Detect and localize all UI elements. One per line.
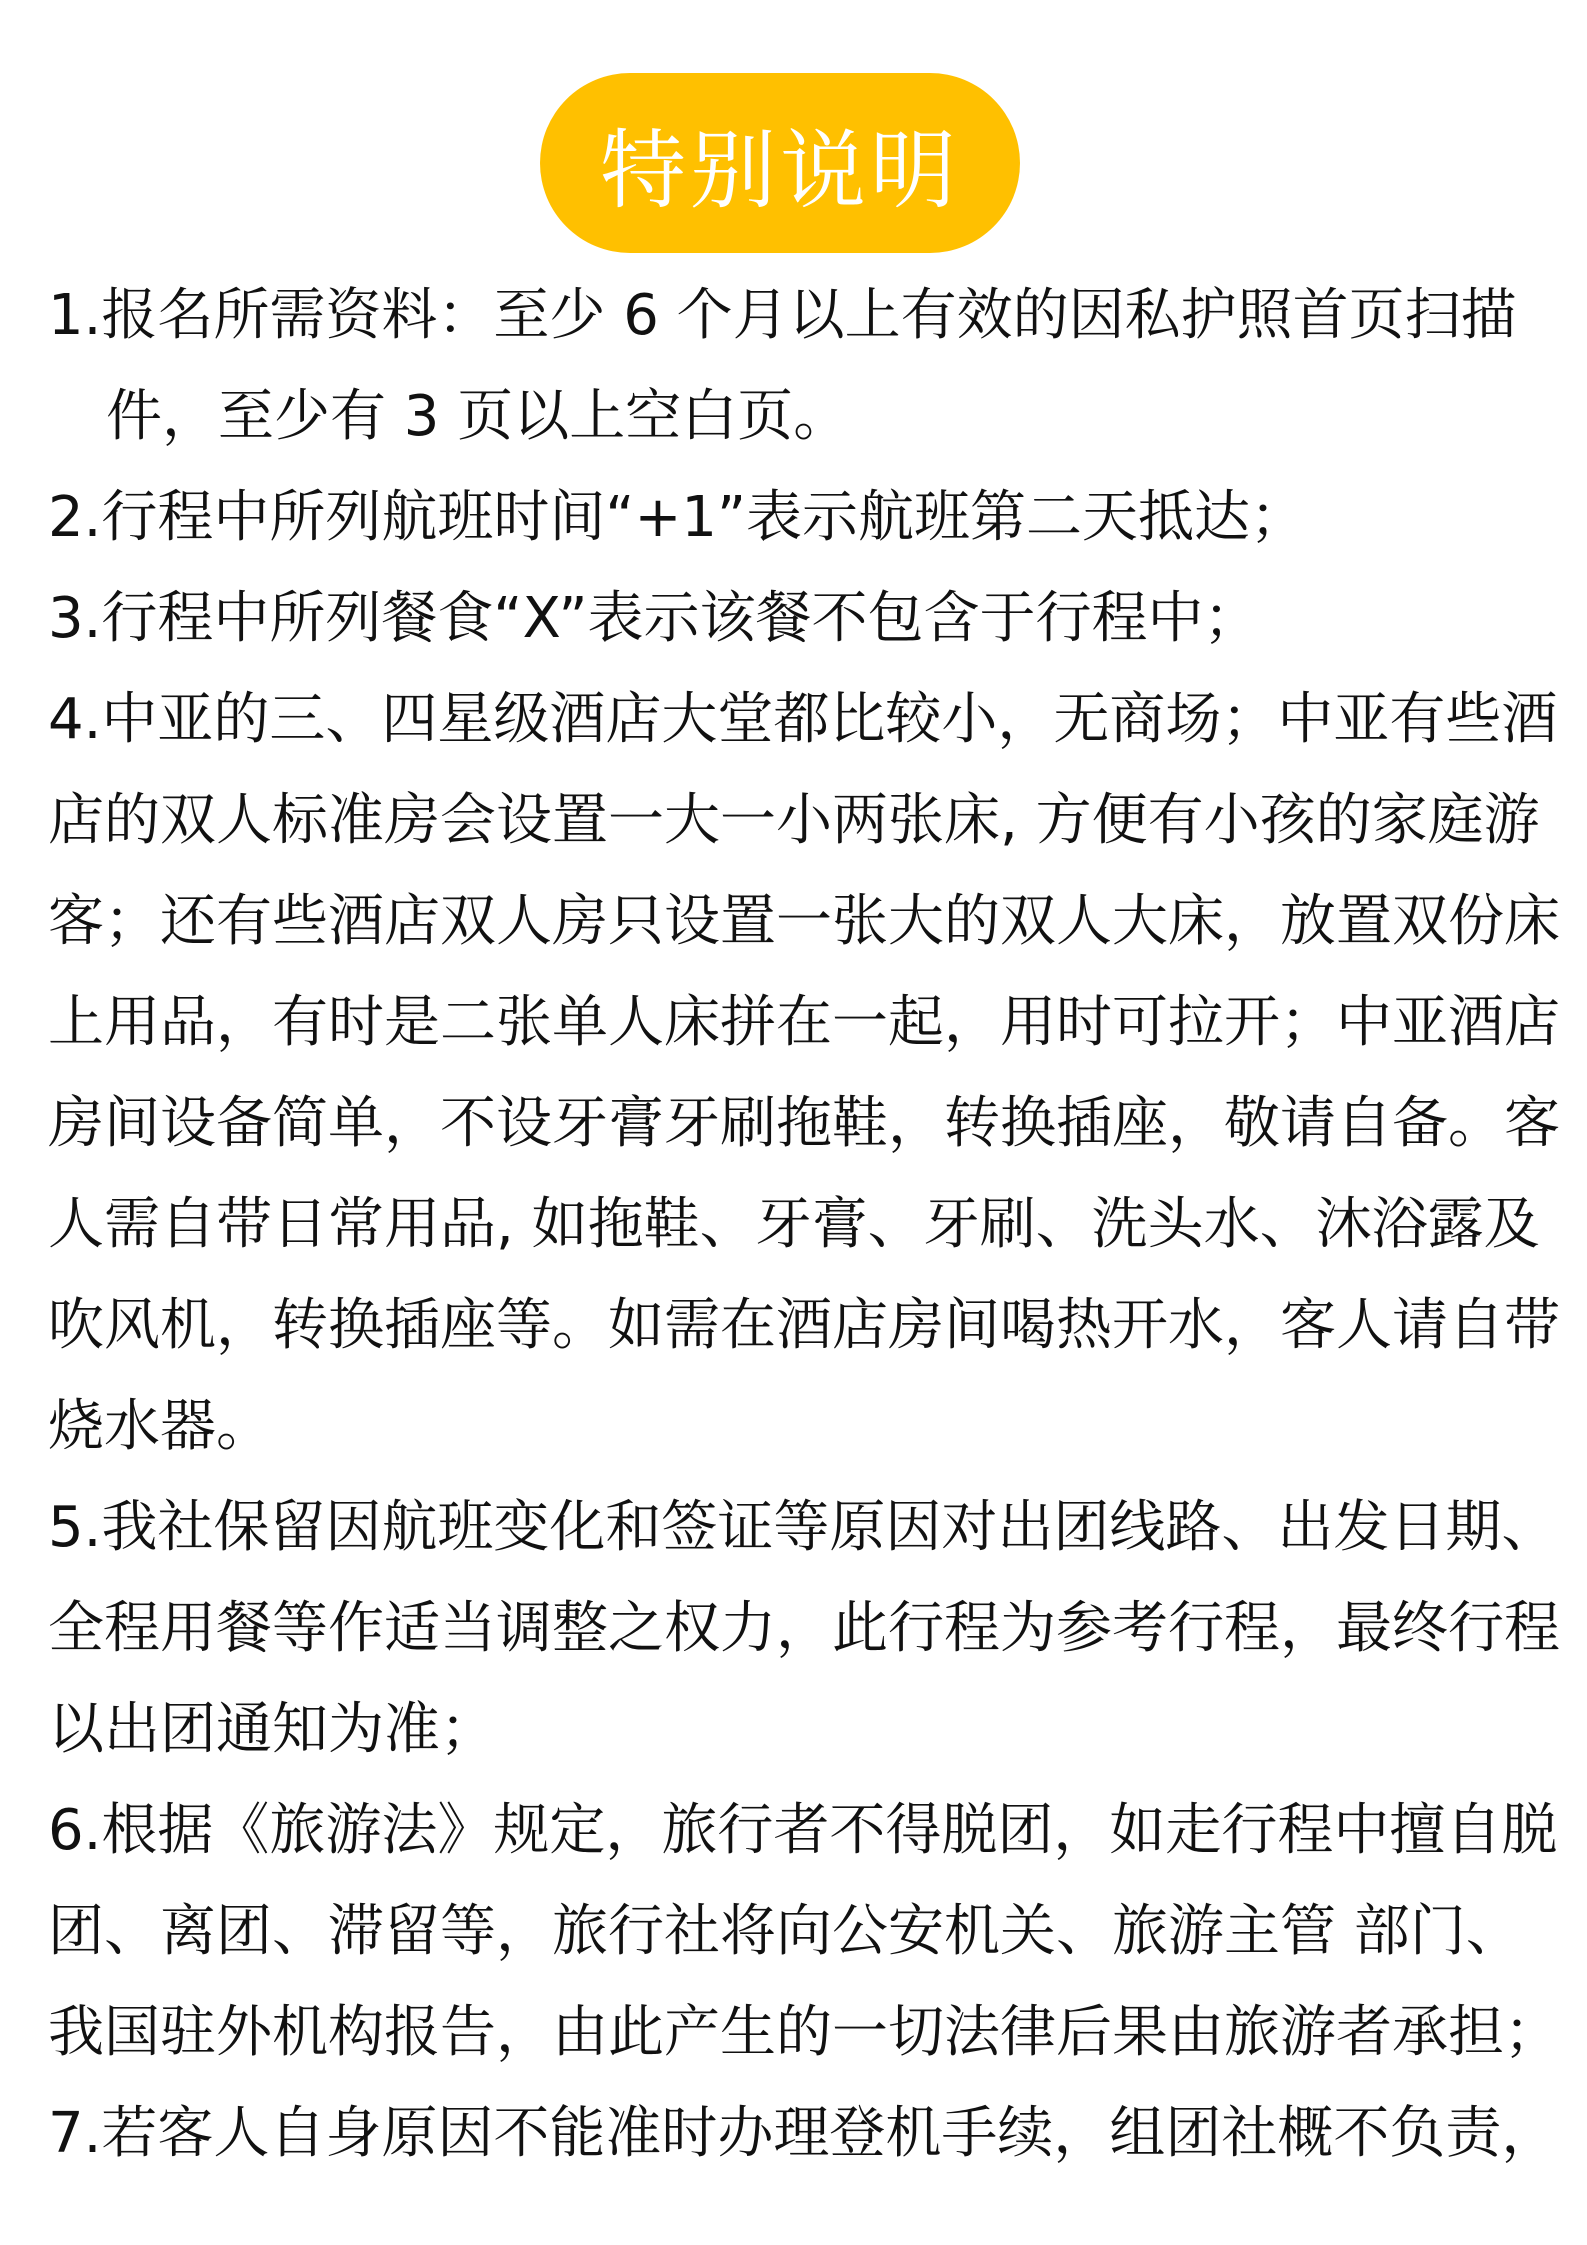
title-banner — [540, 73, 1020, 253]
note-line: 以出团通知为准； — [48, 1697, 496, 1762]
note-line: 6.根据《旅游法》规定，旅行者不得脱团，如走行程中擅自脱 — [48, 1798, 1558, 1863]
note-line: 店的双人标准房会设置一大一小两张床, 方便有小孩的家庭游 — [48, 788, 1540, 853]
note-line: 1.报名所需资料：至少 6 个月以上有效的因私护照首页扫描 — [48, 283, 1517, 348]
note-line: 4.中亚的三、四星级酒店大堂都比较小，无商场；中亚有些酒 — [48, 687, 1558, 752]
note-line: 全程用餐等作适当调整之权力，此行程为参考行程，最终行程 — [48, 1596, 1560, 1661]
note-line: 团、离团、滞留等，旅行社将向公安机关、旅游主管 部门、 — [48, 1899, 1522, 1964]
notes-body — [48, 265, 1587, 2184]
note-line: 7.若客人自身原因不能准时办理登机手续，组团社概不负责， — [48, 2101, 1558, 2166]
note-line: 烧水器。 — [48, 1394, 272, 1459]
note-line: 5.我社保留因航班变化和签证等原因对出团线路、出发日期、 — [48, 1495, 1558, 1560]
note-line: 上用品，有时是二张单人床拼在一起，用时可拉开；中亚酒店 — [48, 990, 1560, 1055]
note-line: 人需自带日常用品, 如拖鞋、牙膏、牙刷、洗头水、沐浴露及 — [48, 1192, 1540, 1257]
note-line: 3.行程中所列餐食“X”表示该餐不包含于行程中； — [48, 586, 1260, 651]
note-line: 件，至少有 3 页以上空白页。 — [106, 384, 850, 449]
note-line: 我国驻外机构报告，由此产生的一切法律后果由旅游者承担； — [48, 2000, 1560, 2065]
note-line: 2.行程中所列航班时间“+1”表示航班第二天抵达； — [48, 485, 1307, 550]
note-line: 客；还有些酒店双人房只设置一张大的双人大床，放置双份床 — [48, 889, 1560, 954]
note-line: 吹风机，转换插座等。如需在酒店房间喝热开水，客人请自带 — [48, 1293, 1560, 1358]
page-title: 特别说明 — [600, 121, 960, 221]
note-line: 房间设备简单，不设牙膏牙刷拖鞋，转换插座，敬请自备。客 — [48, 1091, 1560, 1156]
